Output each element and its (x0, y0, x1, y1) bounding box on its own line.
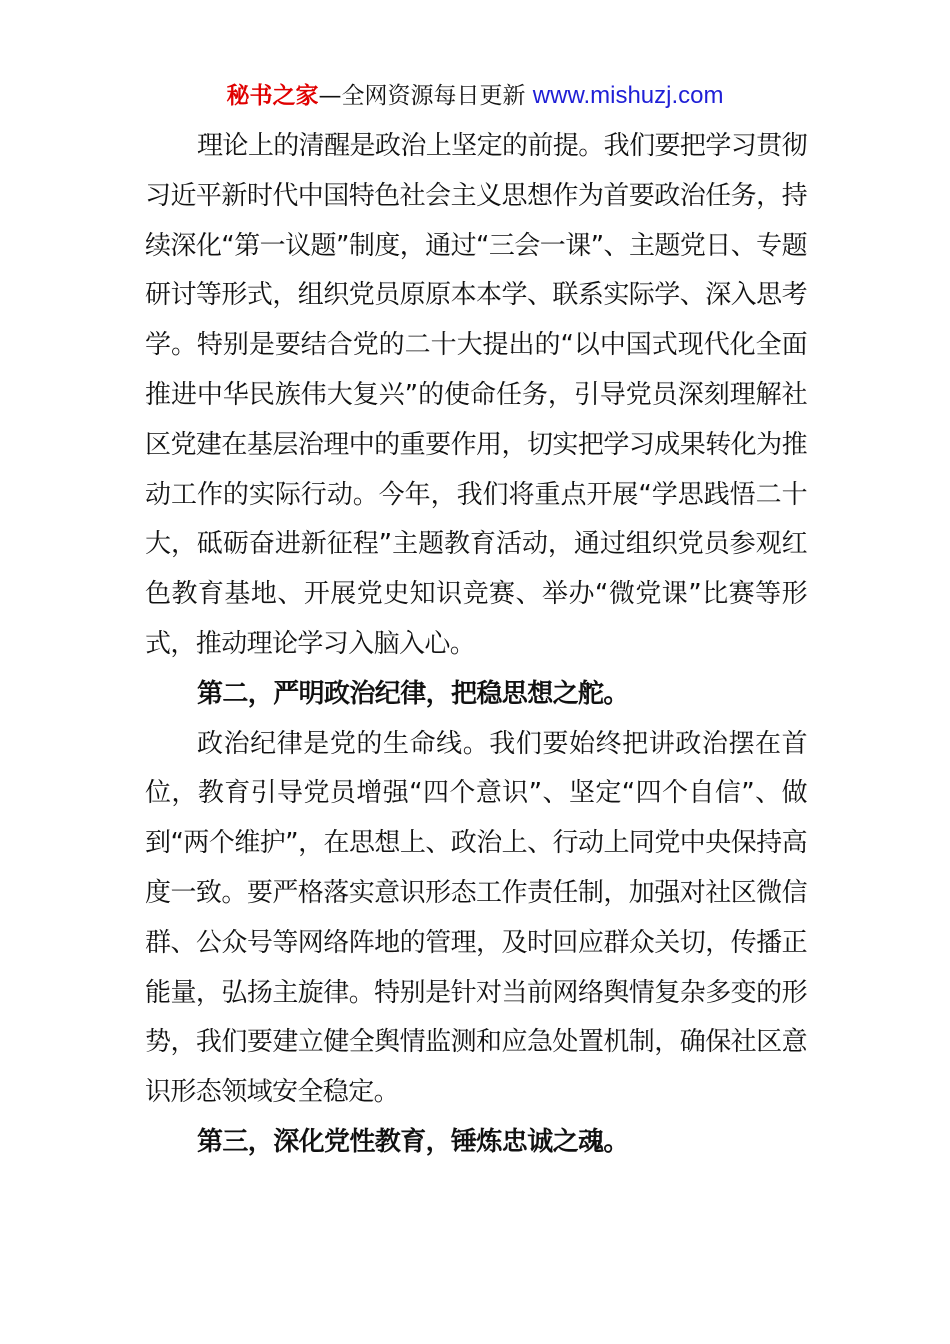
section-heading-2: 第二，严明政治纪律，把稳思想之舵。 (197, 678, 629, 709)
document-body (145, 122, 807, 1168)
section-heading-3: 第三，深化党性教育，锤炼忠诚之魂。 (197, 1126, 629, 1157)
page-header (0, 80, 950, 112)
paragraph-political-discipline: 政治纪律是党的生命线。我们要始终把讲政治摆在首位，教育引导党员增强“四个意识”、坚定“四个自信”、做到“两个维护”，在思想上、政治上、行动上同党中央保持高度一致。要严格落实意识形态工作责任制，加强对社区微信群、公众号等网络阵地的管理，及时回应群众关切，传播正能量，弘扬主旋律。特别是针对当前网络舆情复杂多变的形势，我们要建立健全舆情监测和应急处置机制，确保社区意识形态领域安全稳定。 (145, 728, 807, 1108)
site-url-link[interactable]: www.mishuzj.com (532, 82, 724, 109)
brand-name: 秘书之家 (226, 83, 319, 109)
header-tagline: —全网资源每日更新 (318, 83, 526, 109)
paragraph-theory-study: 理论上的清醒是政治上坚定的前提。我们要把学习贯彻习近平新时代中国特色社会主义思想作为首要政治任务，持续深化“第一议题”制度，通过“三会一课”、主题党日、专题研讨等形式，组织党员原原本本学、联系实际学、深入思考学。特别是要结合党的二十大提出的“以中国式现代化全面推进中华民族伟大复兴”的使命任务，引导党员深刻理解社区党建在基层治理中的重要作用，切实把学习成果转化为推动工作的实际行动。今年，我们将重点开展“学思践悟二十大，砥砺奋进新征程”主题教育活动，通过组织党员参观红色教育基地、开展党史知识竞赛、举办“微党课”比赛等形式，推动理论学习入脑入心。 (145, 131, 807, 659)
